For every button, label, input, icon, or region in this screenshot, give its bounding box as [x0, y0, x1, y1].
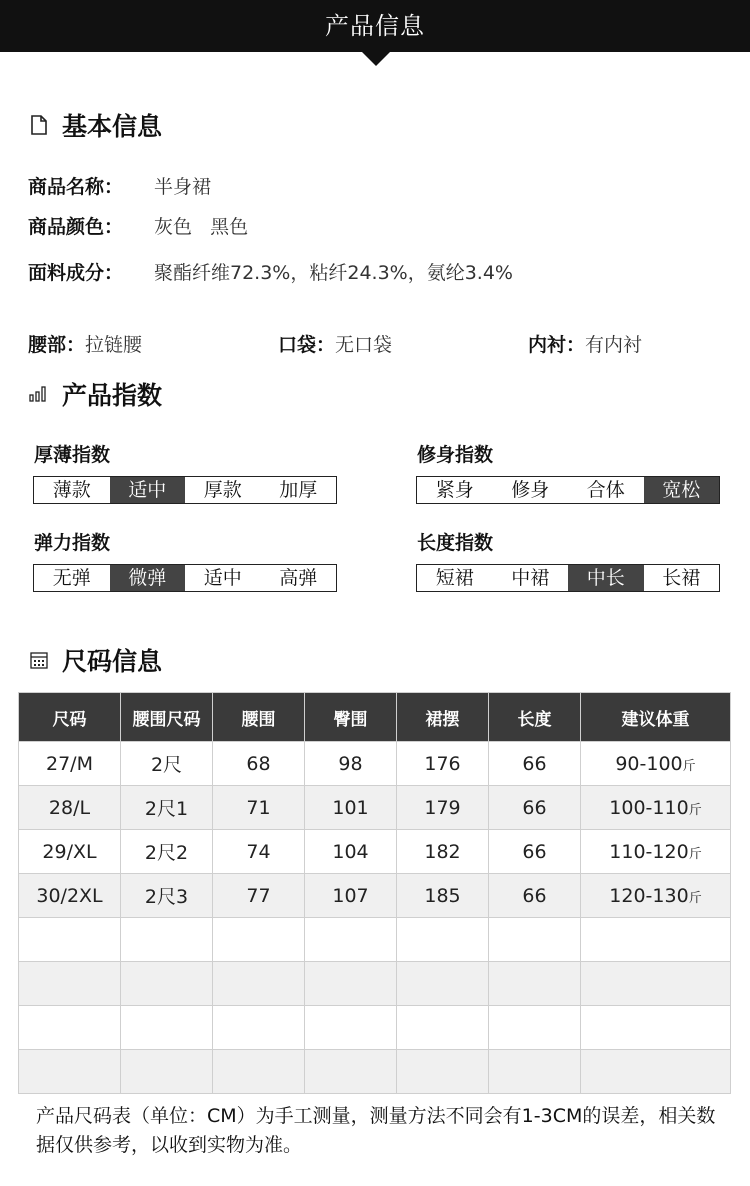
cell-hip: [305, 874, 397, 918]
basic-info-heading: [28, 107, 162, 143]
cell-waist: [213, 962, 305, 1006]
cell-value: 77: [246, 884, 271, 907]
cell-size: [19, 962, 121, 1006]
waist-type-value: 拉链腰: [85, 334, 143, 356]
cell-waist-size: [121, 874, 213, 918]
product-index-title: 产品指数: [62, 381, 163, 410]
cell-size: [19, 1050, 121, 1094]
fit-index-scale: [416, 476, 720, 504]
cell-hem: [397, 874, 489, 918]
banner-notch: [362, 52, 390, 66]
header-hem: 裙摆: [397, 693, 489, 742]
cell-hem: [397, 742, 489, 786]
banner-title: 产品信息: [325, 12, 425, 40]
length-option: 中裙: [511, 567, 550, 589]
cell-size: [19, 874, 121, 918]
cell-size: [19, 1006, 121, 1050]
cell-value: 120-130: [609, 884, 689, 907]
header-waist-size: 腰围尺码: [121, 693, 213, 742]
cell-value: 68: [246, 752, 271, 775]
cell-value: 2尺: [150, 754, 183, 776]
waist-type: [28, 330, 142, 357]
table-row: [19, 918, 731, 962]
document-icon: [28, 114, 50, 136]
cell-value: 29/XL: [42, 840, 97, 863]
cell-value: 2尺1: [144, 798, 189, 820]
cell-weight: [581, 742, 731, 786]
cell-value: 30/2XL: [36, 884, 103, 907]
cell-waist-size: [121, 962, 213, 1006]
cell-hip: [305, 786, 397, 830]
cell-weight: [581, 1006, 731, 1050]
size-table-header-row: [19, 693, 731, 742]
cell-hip: [305, 962, 397, 1006]
cell-weight: [581, 962, 731, 1006]
cell-weight: [581, 918, 731, 962]
length-option: 短裙: [435, 567, 474, 589]
cell-waist: [213, 1006, 305, 1050]
cell-weight: [581, 874, 731, 918]
thickness-option: 厚款: [203, 479, 242, 501]
cell-value: 185: [424, 884, 461, 907]
cell-value: 2尺2: [144, 842, 189, 864]
cell-waist-size: [121, 786, 213, 830]
lining-type-label: 内衬：: [528, 334, 586, 356]
elasticity-option: 适中: [203, 567, 242, 589]
lining-type-value: 有内衬: [585, 334, 643, 356]
cell-waist: [213, 786, 305, 830]
cell-value: 28/L: [48, 796, 91, 819]
cell-value: 66: [522, 840, 547, 863]
elasticity-index-scale: [33, 564, 337, 592]
pocket-type-value: 无口袋: [335, 334, 393, 356]
elasticity-index-title: 弹力指数: [34, 532, 111, 554]
product-color-label: 商品颜色：: [28, 216, 124, 238]
cell-length: [489, 1050, 581, 1094]
measurement-note: 产品尺码表（单位：CM）为手工测量，测量方法不同会有1-3CM的误差，相关数据仅供参考，以收到实物为准。: [36, 1105, 716, 1156]
waist-type-label: 腰部：: [28, 334, 86, 356]
cell-hip: [305, 918, 397, 962]
cell-value: 110-120: [609, 840, 689, 863]
header-hip: 臀围: [305, 693, 397, 742]
cell-size: [19, 742, 121, 786]
cell-value: 101: [332, 796, 369, 819]
cell-hem: [397, 1006, 489, 1050]
pocket-type-label: 口袋：: [278, 334, 336, 356]
cell-length: [489, 962, 581, 1006]
length-index-scale: [416, 564, 720, 592]
product-color-row: [28, 212, 248, 239]
elasticity-option: 无弹: [52, 567, 91, 589]
fabric-value: 聚酯纤维72.3%，粘纤24.3%，氨纶3.4%: [154, 262, 513, 284]
bar-chart-icon: [28, 383, 50, 405]
cell-weight: [581, 1050, 731, 1094]
fabric-row: [28, 258, 513, 285]
thickness-index-title: 厚薄指数: [34, 444, 111, 466]
table-row: [19, 786, 731, 830]
product-name-row: [28, 172, 211, 199]
cell-weight: [581, 786, 731, 830]
cell-value: 66: [522, 796, 547, 819]
header-size: 尺码: [19, 693, 121, 742]
thickness-index-scale: [33, 476, 337, 504]
cell-value: 98: [338, 752, 363, 775]
cell-hem: [397, 962, 489, 1006]
cell-waist-size: [121, 1006, 213, 1050]
cell-value: 176: [424, 752, 461, 775]
cell-hem: [397, 1050, 489, 1094]
length-option: 长裙: [662, 567, 701, 589]
cell-value: 74: [246, 840, 271, 863]
elasticity-option: 高弹: [279, 567, 318, 589]
size-table: [18, 692, 731, 1094]
fit-option: 修身: [511, 479, 550, 501]
cell-waist: [213, 918, 305, 962]
size-info-heading: [28, 642, 162, 678]
cell-hem: [397, 918, 489, 962]
fit-option: 紧身: [435, 479, 474, 501]
cell-length: [489, 742, 581, 786]
cell-value: 66: [522, 752, 547, 775]
thickness-option: 加厚: [279, 479, 318, 501]
cell-value: 2尺3: [144, 886, 189, 908]
cell-value: 182: [424, 840, 461, 863]
grid-calendar-icon: [28, 649, 50, 671]
cell-value: 104: [332, 840, 369, 863]
cell-waist: [213, 830, 305, 874]
lining-type: [528, 330, 642, 357]
cell-hip: [305, 1050, 397, 1094]
cell-waist-size: [121, 742, 213, 786]
table-row: [19, 742, 731, 786]
cell-value: 90-100: [615, 752, 683, 775]
header-weight: 建议体重: [581, 693, 731, 742]
cell-value: 107: [332, 884, 369, 907]
cell-waist: [213, 874, 305, 918]
product-name-value: 半身裙: [154, 176, 212, 198]
table-row: [19, 1050, 731, 1094]
cell-length: [489, 1006, 581, 1050]
cell-value: 179: [424, 796, 461, 819]
weight-unit: 斤: [688, 846, 702, 862]
cell-size: [19, 786, 121, 830]
cell-hem: [397, 830, 489, 874]
cell-size: [19, 918, 121, 962]
cell-weight: [581, 830, 731, 874]
cell-waist-size: [121, 1050, 213, 1094]
cell-value: 100-110: [609, 796, 689, 819]
pocket-type: [278, 330, 392, 357]
weight-unit: 斤: [688, 802, 702, 818]
cell-value: 27/M: [46, 752, 93, 775]
cell-hem: [397, 786, 489, 830]
table-row: [19, 830, 731, 874]
length-option-selected: 中长: [568, 565, 644, 591]
product-index-heading: [28, 376, 162, 412]
cell-value: 71: [246, 796, 271, 819]
cell-size: [19, 830, 121, 874]
fit-option: 合体: [586, 479, 625, 501]
thickness-option-selected: 适中: [110, 477, 186, 503]
cell-length: [489, 874, 581, 918]
cell-waist: [213, 742, 305, 786]
cell-waist-size: [121, 830, 213, 874]
cell-hip: [305, 830, 397, 874]
table-row: [19, 1006, 731, 1050]
basic-info-title: 基本信息: [62, 112, 163, 141]
cell-length: [489, 786, 581, 830]
header-waist: 腰围: [213, 693, 305, 742]
elasticity-option-selected: 微弹: [110, 565, 186, 591]
cell-length: [489, 918, 581, 962]
fit-option-selected: 宽松: [644, 477, 720, 503]
product-name-label: 商品名称：: [28, 176, 124, 198]
cell-hip: [305, 1006, 397, 1050]
size-info-title: 尺码信息: [62, 647, 163, 676]
thickness-option: 薄款: [52, 479, 91, 501]
fit-index-title: 修身指数: [417, 444, 494, 466]
cell-length: [489, 830, 581, 874]
length-index-title: 长度指数: [417, 532, 494, 554]
product-color-value: 灰色 黑色: [154, 216, 249, 238]
cell-waist-size: [121, 918, 213, 962]
weight-unit: 斤: [682, 758, 696, 774]
cell-hip: [305, 742, 397, 786]
cell-value: 66: [522, 884, 547, 907]
table-row: [19, 874, 731, 918]
fabric-label: 面料成分：: [28, 262, 124, 284]
table-row: [19, 962, 731, 1006]
weight-unit: 斤: [688, 890, 702, 906]
header-length: 长度: [489, 693, 581, 742]
cell-waist: [213, 1050, 305, 1094]
